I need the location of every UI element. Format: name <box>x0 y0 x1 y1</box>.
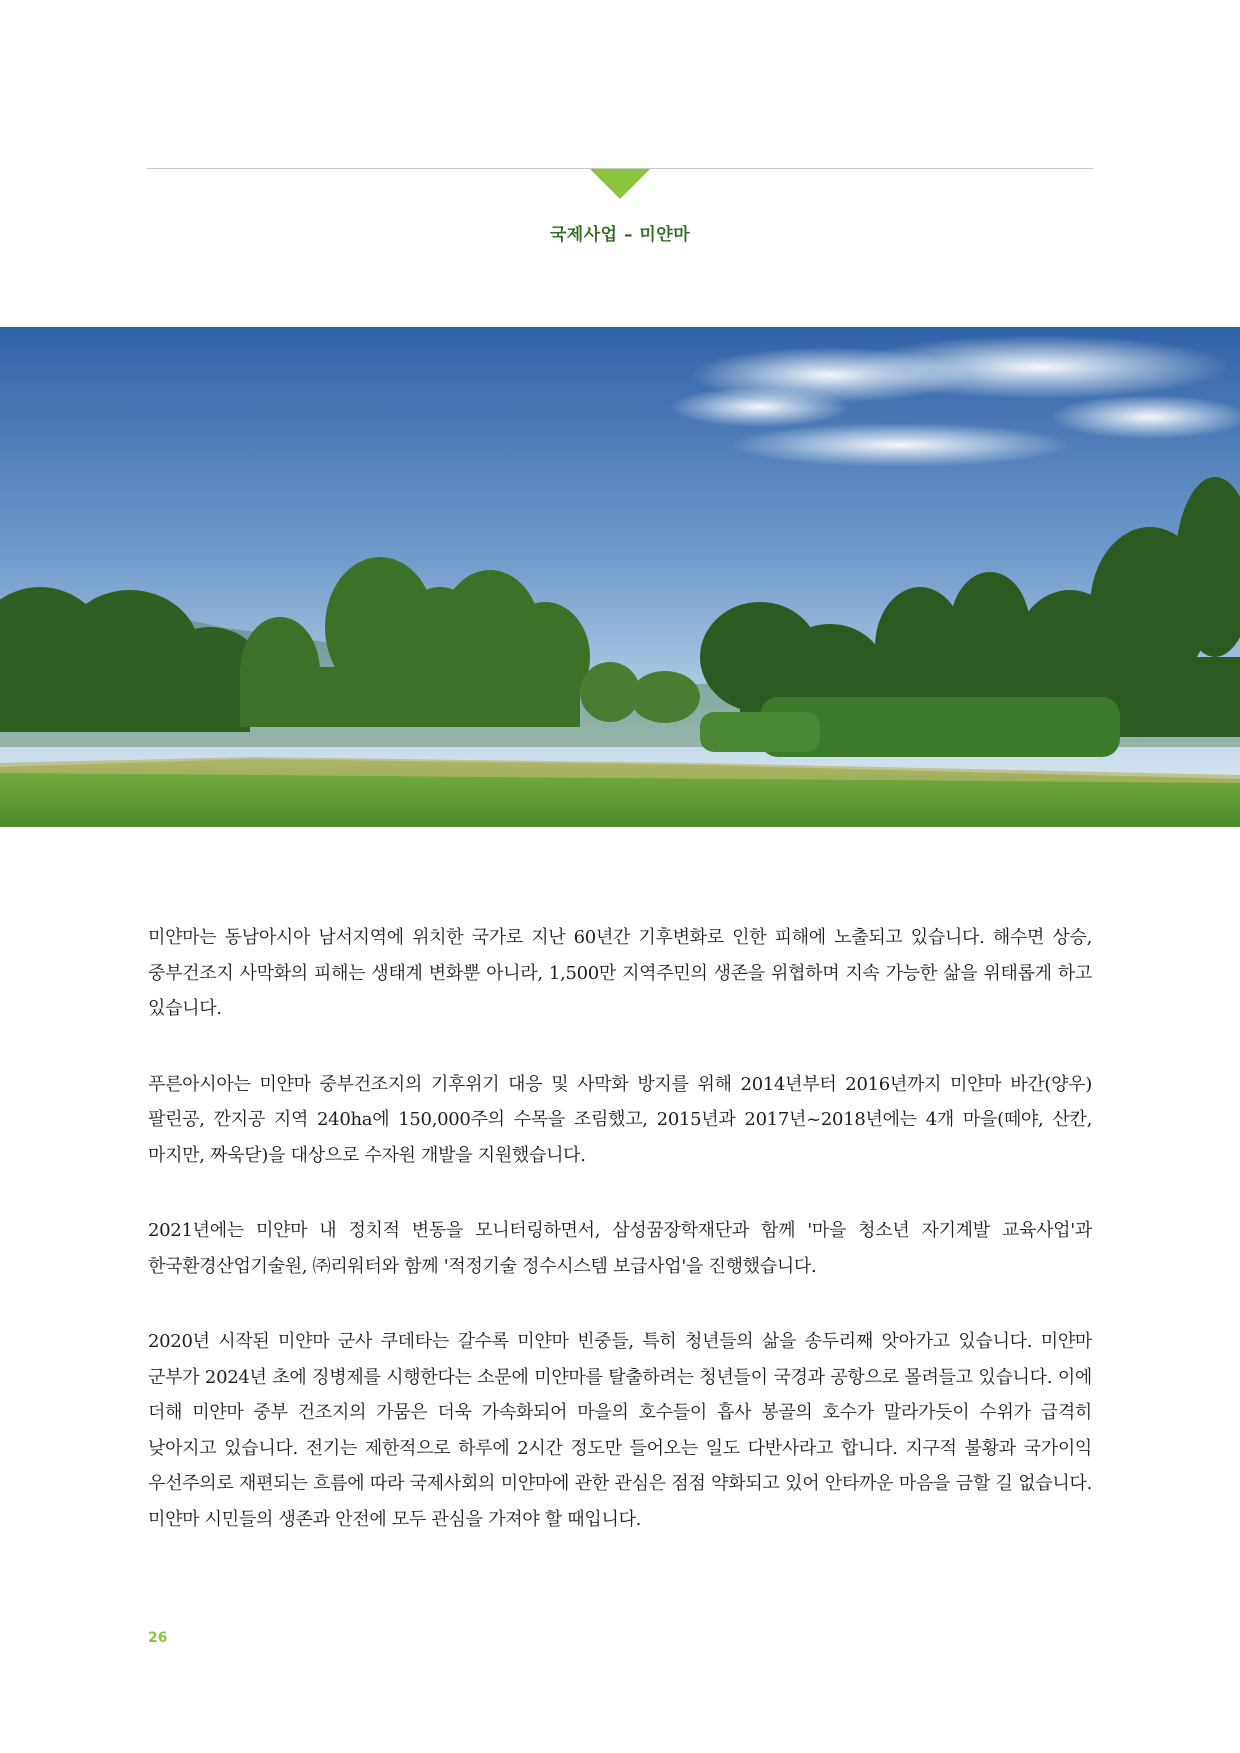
paragraph-2: 푸른아시아는 미얀마 중부건조지의 기후위기 대응 및 사막화 방지를 위해 2014년부터 2016년까지 미얀마 바간(양우) 팔린공, 깐지공 지역 240ha에 150,000주의 수목을 조림했고, 2015년과 2017년~2018년에는 4개 마을(떼야, 산칸, 마지만, 짜욱닫)을 대상으로 수자원 개발을 지원했습니다. <box>148 1073 1092 1166</box>
section-title: 국제사업 – 미얀마 <box>549 225 691 245</box>
body-text <box>148 920 1092 1577</box>
page-number: 26 <box>148 1630 168 1646</box>
paragraph-1: 미얀마는 동남아시아 남서지역에 위치한 국가로 지난 60년간 기후변화로 인한 피해에 노출되고 있습니다. 해수면 상승, 중부건조지 사막화의 피해는 생태계 변화뿐 아니라, 1,500만 지역주민의 생존을 위협하며 지속 가능한 삶을 위태롭게 하고 있습니다. <box>148 927 1092 1019</box>
hero-landscape-image <box>0 327 1240 827</box>
paragraph-3: 2021년에는 미얀마 내 정치적 변동을 모니터링하면서, 삼성꿈장학재단과 함께 '마을 청소년 자기계발 교육사업'과 한국환경산업기술원, ㈜리워터와 함께 '적정기술 정수시스템 보급사업'을 진행했습니다. <box>148 1220 1092 1277</box>
triangle-marker-icon <box>590 169 650 199</box>
paragraph-4: 2020년 시작된 미얀마 군사 쿠데타는 갈수록 미얀마 빈중들, 특히 청년들의 삶을 송두리째 앗아가고 있습니다. 미얀마 군부가 2024년 초에 징병제를 시행한다는 소문에 미얀마를 탈출하려는 청년들이 국경과 공항으로 몰려들고 있습니다. 이에 더해 미얀마 중부 건조지의 가뭄은 더욱 가속화되어 마을의 호수들이 흡사 봉골의 호수가 말라가듯이 수위가 급격히 낮아지고 있습니다. 전기는 제한적으로 하루에 2시간 정도만 들어오는 일도 다반사라고 합니다. 지구적 불황과 국가이익 우선주의로 재편되는 흐름에 따라 국제사회의 미얀마에 관한 관심은 점점 약화되고 있어 안타까운 마음을 금할 길 없습니다. 미얀마 시민들의 생존과 안전에 모두 관심을 가져야 할 때입니다. <box>148 1331 1092 1530</box>
